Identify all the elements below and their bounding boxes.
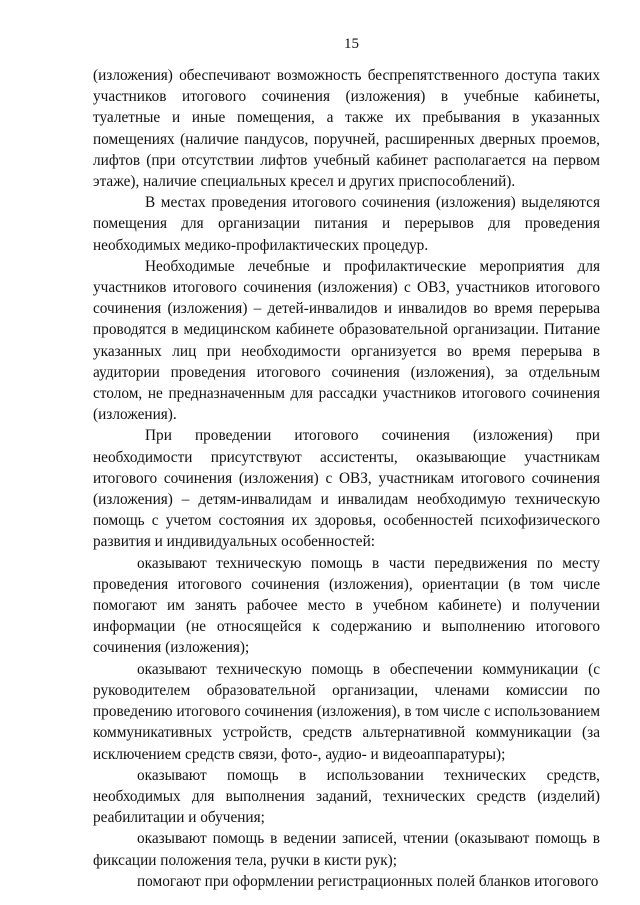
paragraph-3: Необходимые лечебные и профилактические мероприятия для участников итогового сочинения (изложения) с ОВЗ, участников итогового сочинения (изложения) – детей-инвалидов и инвалидов во время перерыва проводятся в медицинском кабинете образовательной организации. Питание указанных лиц при необходимости организуется во время перерыва в аудитории проведения итогового сочинения (изложения), за отдельным столом, не предназначенным для рассадки участников итогового сочинения (изложения). bbox=[93, 257, 600, 424]
paragraph-4: При проведении итогового сочинения (изложения) при необходимости присутствуют ассистенты, оказывающие участникам итогового сочинения (изложения) с ОВЗ, участникам итогового сочинения (изложения) – детям-инвалидам и инвалидам необходимую техническую помощь с учетом состояния их здоровья, особенностей психофизического развития и индивидуальных особенностей: bbox=[93, 427, 600, 551]
list-item-4: оказывают помощь в ведении записей, чтении (оказывают помощь в фиксации положения тела, ручки в кисти рук); bbox=[93, 830, 600, 869]
list-item-5: помогают при оформлении регистрационных полей бланков итогового bbox=[137, 872, 599, 890]
list-item-3: оказывают помощь в использовании технических средств, необходимых для выполнения заданий, технических средств (изделий) реабилитации и обучения; bbox=[93, 766, 600, 827]
body-text bbox=[93, 65, 600, 892]
list-item-2: оказывают техническую помощь в обеспечении коммуникации (с руководителем образовательной организации, членами комиссии по проведению итогового сочинения (изложения), в том числе с использованием коммуникативных устройств, средств альтернативной коммуникации (за исключением средств связи, фото-, аудио- и видеоаппаратуры); bbox=[93, 660, 600, 763]
paragraph-2: В местах проведения итогового сочинения (изложения) выделяются помещения для организации питания и перерывов для проведения необходимых медико-профилактических процедур. bbox=[93, 194, 600, 254]
paragraph-1: (изложения) обеспечивают возможность беспрепятственного доступа таких участников итогового сочинения (изложения) в учебные кабинеты, туалетные и иные помещения, а также их пребывания в указанных помещениях (наличие пандусов, поручней, расширенных дверных проемов, лифтов (при отсутствии лифтов учебный кабинет располагается на первом этаже), наличие специальных кресел и других приспособлений). bbox=[93, 67, 600, 191]
page-number: 15 bbox=[344, 36, 359, 52]
list-item-1: оказывают техническую помощь в части передвижения по месту проведения итогового сочинения (изложения), ориентации (в том числе помогают им занять рабочее место в учебном кабинете) и получении информации (не относящейся к содержанию и выполнению итогового сочинения (изложения); bbox=[93, 554, 600, 657]
